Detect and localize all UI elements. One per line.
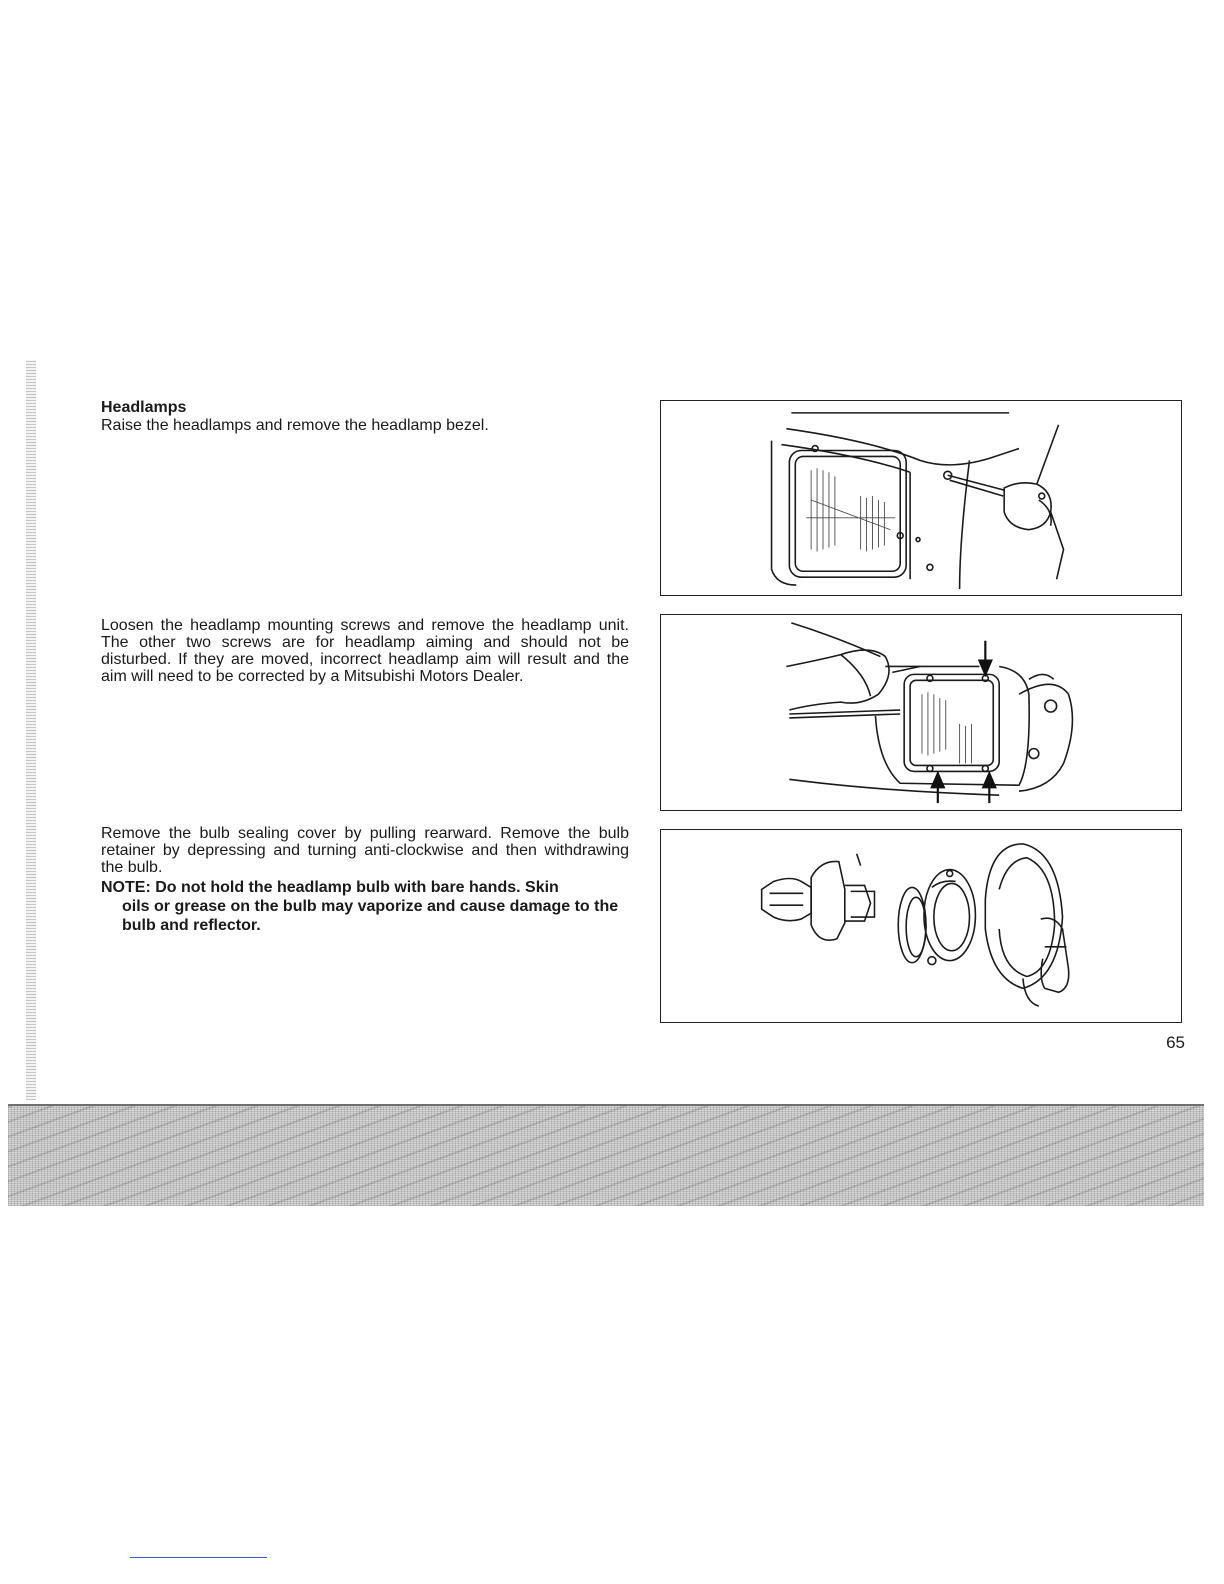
step-2-block <box>101 617 629 685</box>
bulb-retainer-illustration <box>661 830 1181 1022</box>
bezel-removal-illustration <box>661 401 1181 595</box>
step-3-block <box>101 825 629 935</box>
footer-underline <box>130 1557 267 1558</box>
note-first-line: Do not hold the headlamp bulb with bare hands. Skin <box>155 879 559 896</box>
note-block <box>101 878 629 935</box>
step-3-text: Remove the bulb sealing cover by pulling rearward. Remove the bulb retainer by depressing and turning anti-clockwise and then withdrawing the bulb. <box>101 825 629 876</box>
scan-band-texture <box>8 1106 1204 1206</box>
step-1-block <box>101 398 629 434</box>
note-label: NOTE: <box>101 879 151 896</box>
section-heading: Headlamps <box>101 399 187 416</box>
step-2-text: Loosen the headlamp mounting screws and remove the headlamp unit. The other two screws are for headlamp aiming and should not be disturbed. If they are moved, incorrect headlamp aim will result and the aim will need to be corrected by a Mitsubishi Motors Dealer. <box>101 617 629 685</box>
mounting-screws-illustration <box>661 615 1181 810</box>
step-1-text: Raise the headlamps and remove the headlamp bezel. <box>101 417 489 434</box>
figure-bulb-retainer <box>660 829 1182 1023</box>
figure-bezel-removal <box>660 400 1182 596</box>
note-body: oils or grease on the bulb may vaporize and cause damage to the bulb and reflector. <box>122 898 619 934</box>
page-number: 65 <box>1166 1033 1185 1052</box>
scan-band-bottom <box>8 1104 1204 1206</box>
figure-mounting-screws <box>660 614 1182 811</box>
scan-edge-left <box>26 360 36 1100</box>
